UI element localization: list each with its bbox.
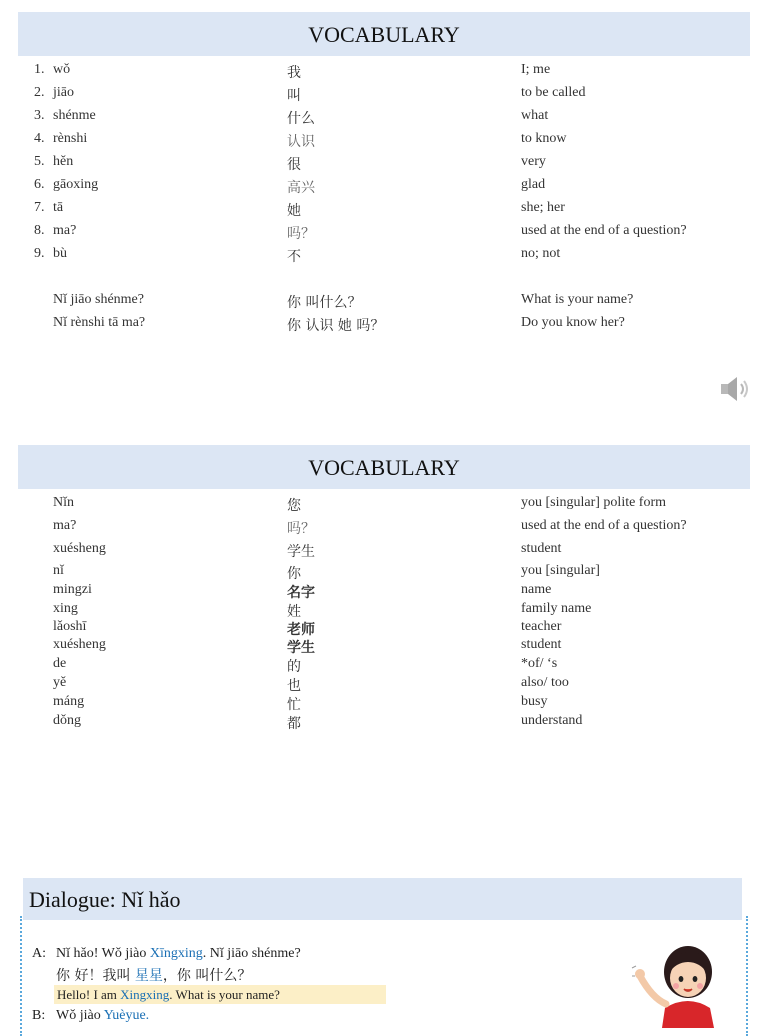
hanzi: 学生 [287,544,315,560]
pinyin: hěn [53,154,74,169]
english: name [521,582,552,597]
english: very [521,154,546,169]
name-highlight: Yuèyue. [103,1008,150,1023]
item-number: 8. [34,223,45,238]
vocabulary-header-1: VOCABULARY [18,12,750,56]
speaker-a-label: A: [32,946,46,961]
english: no; not [521,246,561,261]
pinyin: ma? [53,223,77,238]
hanzi: 您 [287,498,301,514]
hanzi: 吗？ [287,521,315,537]
pinyin: bù [53,246,67,261]
hanzi: 也 [287,678,301,694]
hanzi: 吗？ [287,226,315,242]
hanzi: 的 [287,659,301,675]
english: student [521,541,562,556]
pinyin: xuésheng [53,541,106,556]
pinyin: shénme [53,108,96,123]
text: Hello! I am [57,987,121,1002]
item-number: 6. [34,177,45,192]
english: busy [521,694,548,709]
speaker-b-label: B: [32,1008,46,1023]
speaker-b-pinyin [56,1008,149,1024]
item-number: 5. [34,154,45,169]
vocabulary-header-2: VOCABULARY [18,445,750,489]
text: Nǐ hǎo! Wǒ jiào [56,946,150,961]
english: teacher [521,619,562,634]
hanzi: 认识 [287,134,315,150]
pinyin: de [53,656,67,671]
english: to be called [521,85,586,100]
pinyin: yě [53,675,67,690]
pinyin: Nǐn [53,495,74,510]
phrase-pinyin: Nǐ jiāo shénme? [53,292,144,307]
hanzi: 不 [287,249,301,265]
english: *of/ ‘s [521,656,558,671]
english: what [521,108,549,123]
english: she; her [521,200,565,215]
english: to know [521,131,567,146]
english: family name [521,601,592,616]
speaker-a-pinyin [56,946,301,962]
pinyin: mingzi [53,582,92,597]
pinyin: tā [53,200,64,215]
name-highlight: Xīngxing [149,946,203,961]
hanzi: 老师 [287,622,315,638]
english: used at the end of a question? [521,518,687,533]
pinyin: dǒng [53,713,81,728]
pinyin: jiāo [53,85,74,100]
dialogue-title: Dialogue: Nǐ hǎo [23,878,742,920]
english: you [singular] polite form [521,495,667,510]
english: you [singular] [521,563,600,578]
english: understand [521,713,583,728]
hanzi: 名字 [287,585,315,601]
phrase-hanzi: 你 叫什么？ [287,295,362,311]
hanzi: 叫 [287,88,301,104]
girl-illustration-icon [630,938,725,1028]
item-number: 9. [34,246,45,261]
pinyin: wǒ [53,62,71,77]
english: I; me [521,62,551,77]
item-number: 7. [34,200,45,215]
phrase-pinyin: Nǐ rènshi tā ma? [53,315,146,330]
phrase-english: Do you know her? [521,315,625,330]
phrase-hanzi: 你 认识 她 吗？ [287,318,385,334]
english: student [521,637,562,652]
name-highlight: Xingxing [120,987,170,1002]
english: glad [521,177,546,192]
hanzi: 她 [287,203,301,219]
pinyin: xing [53,601,78,616]
hanzi: 忙 [287,697,301,713]
pinyin: ma? [53,518,77,533]
speaker-icon[interactable] [718,372,752,406]
item-number: 1. [34,62,45,77]
pinyin: xuésheng [53,637,106,652]
hanzi: 什么 [287,111,315,127]
hanzi: 都 [287,716,301,732]
hanzi: 很 [287,157,301,173]
pinyin: máng [53,694,85,709]
hanzi: 我 [287,65,301,81]
text: 你 好！我叫 [56,968,135,984]
item-number: 3. [34,108,45,123]
hanzi: 高兴 [287,180,315,196]
hanzi: 你 [287,566,301,582]
english: also/ too [521,675,569,690]
hanzi: 学生 [287,640,315,656]
name-highlight: 星星 [134,968,163,984]
text: . Nǐ jiāo shénme? [202,946,301,961]
text: Wǒ jiào [56,1008,104,1023]
speaker-a-hanzi [56,965,251,985]
pinyin: rènshi [53,131,88,146]
item-number: 2. [34,85,45,100]
text: ，你 叫什么？ [162,968,252,984]
pinyin: lǎoshī [53,619,87,634]
speaker-a-translation [54,985,386,1004]
text: . What is your name? [169,987,280,1002]
phrase-english: What is your name? [521,292,634,307]
item-number: 4. [34,131,45,146]
english: used at the end of a question? [521,223,687,238]
hanzi: 姓 [287,604,301,620]
pinyin: nǐ [53,563,64,578]
pinyin: gāoxing [53,177,99,192]
